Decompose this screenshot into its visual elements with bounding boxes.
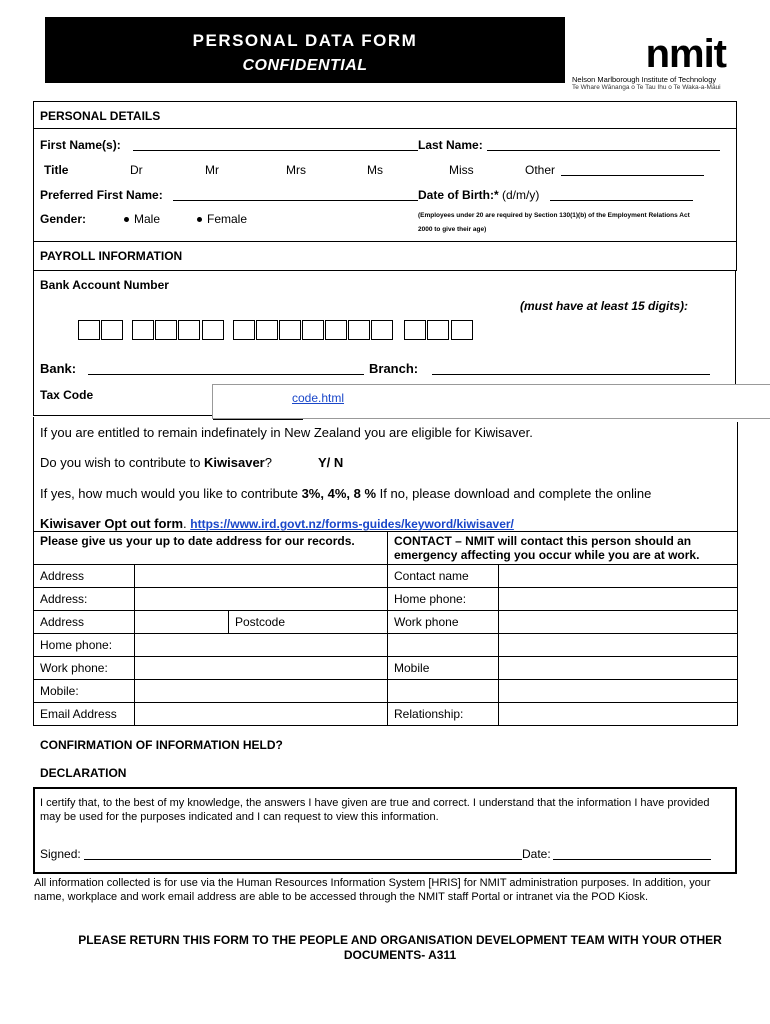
kiwisaver-optout-line: [40, 516, 514, 531]
kiwisaver-question-pre: Do you wish to contribute to: [40, 455, 205, 470]
table-row: [34, 588, 738, 611]
digit-box[interactable]: [132, 320, 154, 340]
bank-account-label: Bank Account Number: [40, 278, 169, 292]
gender-female-label: Female: [207, 212, 248, 226]
dob-label-group: [418, 188, 539, 202]
dob-field[interactable]: [550, 200, 693, 201]
digit-box[interactable]: [302, 320, 324, 340]
form-header: [45, 17, 565, 83]
digit-box[interactable]: [178, 320, 200, 340]
kiwisaver-contribution-text: [40, 486, 651, 501]
date-label: Date:: [522, 847, 551, 861]
kiwisaver-yes-no[interactable]: Y/ N: [318, 455, 344, 470]
kiwisaver-left-border: [33, 417, 34, 531]
preferred-name-field[interactable]: [173, 200, 418, 201]
work-phone-field[interactable]: [135, 657, 388, 680]
contribution-post: If no, please download and complete the online: [376, 486, 652, 501]
contact-mobile-field[interactable]: [499, 657, 738, 680]
table-row: [34, 565, 738, 588]
bank-field[interactable]: [88, 374, 364, 375]
table-row: [34, 657, 738, 680]
privacy-info-text: All information collected is for use via the Human Resources Information System [HRIS] for NMIT administration purposes. In addition, your name, workplace and work email address are able to be accessed through the NMIT staff Portal or intranet via the POD Kiosk.: [34, 877, 711, 903]
dob-label: Date of Birth:*: [418, 188, 499, 202]
branch-field[interactable]: [432, 374, 710, 375]
title-option-mr[interactable]: Mr: [205, 163, 219, 177]
relationship-label: Relationship:: [388, 703, 499, 726]
gender-male-option[interactable]: [124, 212, 160, 226]
table-row: [34, 532, 738, 565]
address-section-heading: Please give us your up to date address for our records.: [34, 532, 388, 565]
table-row: [34, 703, 738, 726]
nmit-logo: [566, 34, 736, 96]
gender-label: Gender:: [40, 212, 87, 226]
mobile-label: Mobile:: [34, 680, 135, 703]
table-row: [34, 634, 738, 657]
tax-code-underline: [213, 419, 303, 420]
title-option-mrs[interactable]: Mrs: [286, 163, 306, 177]
home-phone-field[interactable]: [135, 634, 388, 657]
form-title: PERSONAL DATA FORM: [192, 31, 418, 50]
contact-empty-field-2[interactable]: [499, 680, 738, 703]
radio-bullet-icon: [197, 217, 202, 222]
digit-box[interactable]: [256, 320, 278, 340]
contact-work-phone-field[interactable]: [499, 611, 738, 634]
kiwisaver-question-post: ?: [264, 455, 272, 470]
title-option-ms[interactable]: Ms: [367, 163, 383, 177]
digits-note: (must have at least 15 digits):: [520, 299, 689, 313]
branch-label: Branch:: [369, 361, 419, 376]
personal-details-heading: PERSONAL DETAILS: [40, 109, 161, 123]
optout-dot: .: [183, 516, 191, 531]
declaration-text: I certify that, to the best of my knowledge, the answers I have given are true and correct. I understand that the information I have provided may be used for the purposes indicated and I can request to view this information.: [40, 797, 710, 823]
optout-label: Kiwisaver Opt out form: [40, 516, 184, 531]
home-phone-label: Home phone:: [34, 634, 135, 657]
address-3-label: Address: [34, 611, 135, 634]
digit-box[interactable]: [78, 320, 100, 340]
title-other-field[interactable]: [561, 175, 704, 176]
kiwisaver-optout-link[interactable]: https://www.ird.govt.nz/forms-guides/keyword/kiwisaver/: [190, 517, 514, 531]
confirmation-heading: CONFIRMATION OF INFORMATION HELD?: [40, 738, 283, 752]
digit-box[interactable]: [325, 320, 347, 340]
relationship-field[interactable]: [499, 703, 738, 726]
logo-line-2: Te Whare Wānanga o Te Tau Ihu o Te Waka-a-Māui: [572, 84, 721, 91]
last-name-field[interactable]: [487, 150, 720, 151]
digit-box[interactable]: [202, 320, 224, 340]
first-name-field[interactable]: [133, 150, 418, 151]
payroll-left-border: [33, 270, 34, 384]
age-note-line-2: 2000 to give their age): [418, 226, 487, 233]
signed-label: Signed:: [40, 847, 81, 861]
title-option-other[interactable]: Other: [525, 163, 556, 177]
digit-box[interactable]: [371, 320, 393, 340]
first-name-label: First Name(s):: [40, 138, 121, 152]
contact-empty-label-2: [388, 680, 499, 703]
last-name-label: Last Name:: [418, 138, 483, 152]
contribution-rates: 3%, 4%, 8 %: [301, 486, 377, 501]
contact-home-phone-field[interactable]: [499, 588, 738, 611]
digit-box[interactable]: [451, 320, 473, 340]
digit-box[interactable]: [233, 320, 255, 340]
contact-name-field[interactable]: [499, 565, 738, 588]
address-field[interactable]: [135, 565, 388, 588]
address-2-field[interactable]: [135, 588, 388, 611]
postcode-label: Postcode: [229, 611, 388, 634]
contact-table: [33, 531, 738, 726]
contribution-pre: If yes, how much would you like to contribute: [40, 486, 302, 501]
work-phone-label: Work phone:: [34, 657, 135, 680]
contact-empty-field[interactable]: [499, 634, 738, 657]
contact-name-label: Contact name: [388, 565, 499, 588]
digit-box[interactable]: [155, 320, 177, 340]
tax-code-link-text[interactable]: code.html: [292, 391, 345, 405]
form-subtitle: CONFIDENTIAL: [242, 57, 368, 74]
email-label: Email Address: [34, 703, 135, 726]
contact-work-phone-label: Work phone: [388, 611, 499, 634]
digit-box[interactable]: [348, 320, 370, 340]
kiwisaver-right-border: [737, 422, 738, 532]
return-instructions: PLEASE RETURN THIS FORM TO THE PEOPLE AND ORGANISATION DEVELOPMENT TEAM WITH YOUR OTHER DOCUMENTS- A311: [78, 933, 722, 962]
payroll-right-border: [735, 270, 736, 384]
email-field[interactable]: [135, 703, 388, 726]
date-field[interactable]: [553, 859, 711, 860]
digit-box[interactable]: [101, 320, 123, 340]
emergency-contact-heading: CONTACT – NMIT will contact this person should an emergency affecting you occur while you are at work.: [388, 532, 738, 565]
digit-box[interactable]: [279, 320, 301, 340]
bank-label: Bank:: [40, 361, 77, 376]
logo-word: nmit: [645, 32, 726, 76]
gender-male-label: Male: [134, 212, 161, 226]
dob-format: (d/m/y): [502, 188, 540, 202]
kiwisaver-eligibility-text: If you are entitled to remain indefinately in New Zealand you are eligible for Kiwisaver.: [40, 425, 533, 440]
declaration-heading: DECLARATION: [40, 766, 127, 780]
title-option-miss[interactable]: Miss: [449, 163, 474, 177]
signature-field[interactable]: [84, 859, 522, 860]
address-2-label: Address:: [34, 588, 135, 611]
digit-box[interactable]: [427, 320, 449, 340]
title-label: Title: [44, 163, 69, 177]
digit-box[interactable]: [404, 320, 426, 340]
tax-code-link[interactable]: [292, 391, 344, 405]
logo-line-1: Nelson Marlborough Institute of Technology: [572, 75, 717, 84]
contact-empty-label: [388, 634, 499, 657]
divider: [33, 128, 737, 129]
kiwisaver-question-bold: Kiwisaver: [204, 455, 265, 470]
address-3-field[interactable]: [135, 611, 229, 634]
payroll-heading: PAYROLL INFORMATION: [40, 249, 183, 263]
age-note-line-1: (Employees under 20 are required by Section 130(1)(b) of the Employment Relations Act: [418, 212, 690, 219]
title-option-dr[interactable]: Dr: [130, 163, 143, 177]
gender-female-option[interactable]: [197, 212, 247, 226]
tax-code-label: Tax Code: [40, 388, 94, 402]
contact-home-phone-label: Home phone:: [388, 588, 499, 611]
mobile-field[interactable]: [135, 680, 388, 703]
preferred-name-label: Preferred First Name:: [40, 188, 163, 202]
address-label: Address: [34, 565, 135, 588]
contact-mobile-label: Mobile: [388, 657, 499, 680]
kiwisaver-question: [40, 455, 272, 470]
table-row: [34, 611, 738, 634]
table-row: [34, 680, 738, 703]
radio-bullet-icon: [124, 217, 129, 222]
